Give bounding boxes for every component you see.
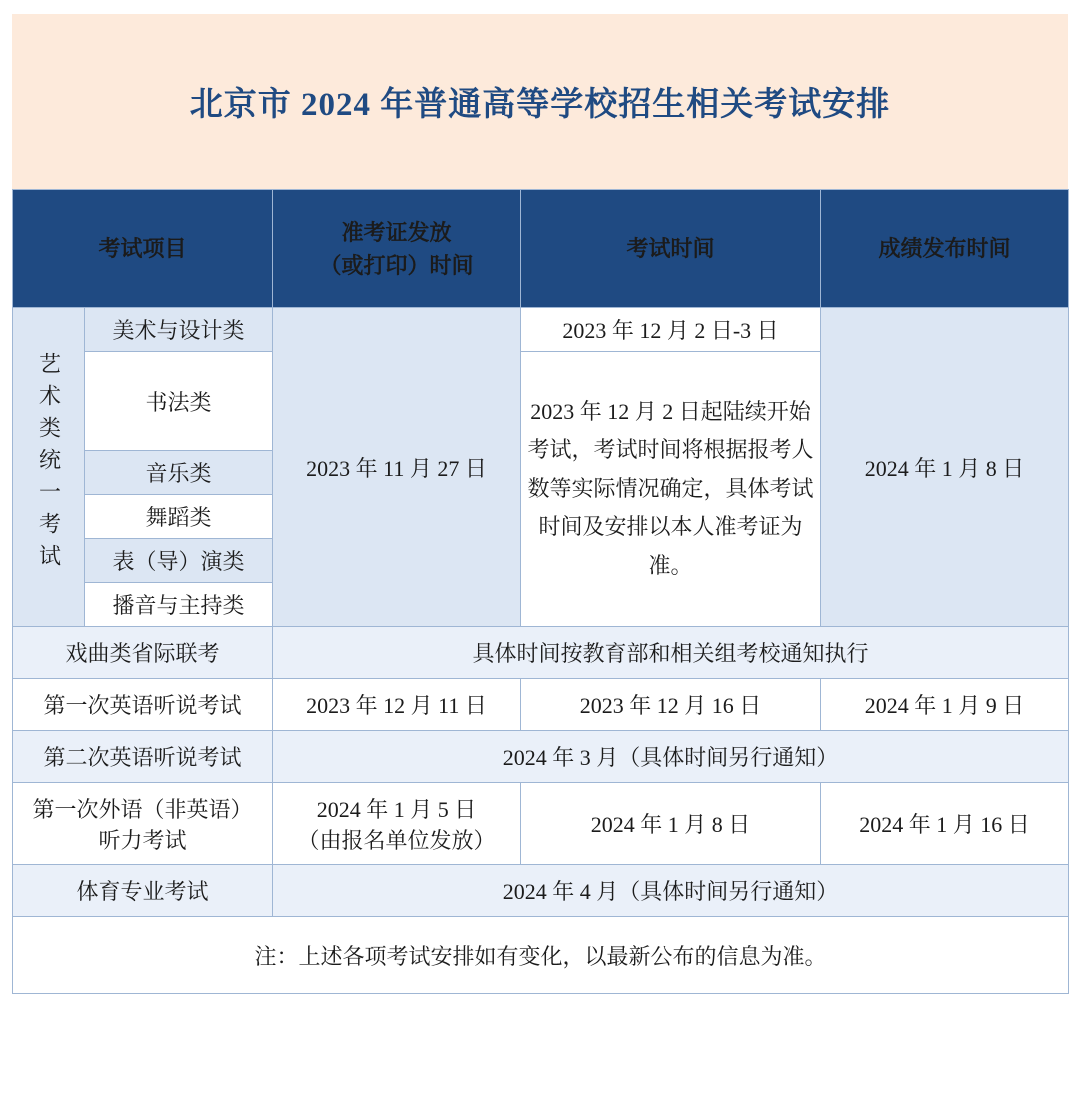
art-group-label: 艺术类统一考试 <box>36 352 62 576</box>
table-row <box>13 627 1069 679</box>
table-row <box>13 308 1069 352</box>
header-admission-ticket-line1: 准考证发放 <box>341 219 452 245</box>
art-subject-cell: 音乐类 <box>85 451 273 495</box>
header-exam-time: 考试时间 <box>521 190 821 308</box>
exam-item-cell: 戏曲类省际联考 <box>13 627 273 679</box>
art-subject-cell: 播音与主持类 <box>85 583 273 627</box>
exam-merged-note-cell: 具体时间按教育部和相关组考校通知执行 <box>273 627 1069 679</box>
admission-ticket-cell: 2023 年 12 月 11 日 <box>273 679 521 731</box>
exam-item-line1: 第一次外语（非英语） <box>32 796 253 822</box>
title-banner <box>12 14 1068 189</box>
exam-merged-note-cell: 2024 年 3 月（具体时间另行通知） <box>273 731 1069 783</box>
admission-ticket-line2: （由报名单位发放） <box>297 827 496 853</box>
table-row <box>13 679 1069 731</box>
art-subject-cell: 表（导）演类 <box>85 539 273 583</box>
art-subject-cell: 舞蹈类 <box>85 495 273 539</box>
result-time-cell: 2024 年 1 月 16 日 <box>821 783 1069 865</box>
page-title: 北京市 2024 年普通高等学校招生相关考试安排 <box>189 87 891 123</box>
art-subject-cell: 书法类 <box>85 352 273 451</box>
exam-item-cell <box>13 783 273 865</box>
admission-ticket-line1: 2024 年 1 月 5 日 <box>316 796 477 822</box>
exam-item-cell: 第一次英语听说考试 <box>13 679 273 731</box>
table-row <box>13 783 1069 865</box>
table-row <box>13 731 1069 783</box>
art-exam-time-first-cell: 2023 年 12 月 2 日-3 日 <box>521 308 821 352</box>
art-admission-ticket-cell: 2023 年 11 月 27 日 <box>273 308 521 627</box>
exam-merged-note-cell: 2024 年 4 月（具体时间另行通知） <box>273 865 1069 917</box>
table-footnote-row <box>13 917 1069 994</box>
exam-time-cell: 2024 年 1 月 8 日 <box>521 783 821 865</box>
header-exam-item: 考试项目 <box>13 190 273 308</box>
header-admission-ticket <box>273 190 521 308</box>
table-row <box>13 865 1069 917</box>
exam-schedule-table <box>12 189 1069 994</box>
header-admission-ticket-line2: （或打印）时间 <box>319 252 474 278</box>
footnote-text: 注：上述各项考试安排如有变化，以最新公布的信息为准。 <box>13 917 1069 994</box>
header-result-time: 成绩发布时间 <box>821 190 1069 308</box>
exam-item-line2: 听力考试 <box>98 827 187 853</box>
art-result-time-cell: 2024 年 1 月 8 日 <box>821 308 1069 627</box>
art-subject-cell: 美术与设计类 <box>85 308 273 352</box>
admission-ticket-cell <box>273 783 521 865</box>
exam-time-cell: 2023 年 12 月 16 日 <box>521 679 821 731</box>
exam-item-cell: 体育专业考试 <box>13 865 273 917</box>
table-header-row <box>13 190 1069 308</box>
exam-item-cell: 第二次英语听说考试 <box>13 731 273 783</box>
result-time-cell: 2024 年 1 月 9 日 <box>821 679 1069 731</box>
art-group-label-cell <box>13 308 85 627</box>
art-exam-time-note-cell: 2023 年 12 月 2 日起陆续开始考试，考试时间将根据报考人数等实际情况确定，具体考试时间及安排以本人准考证为准。 <box>521 352 821 627</box>
